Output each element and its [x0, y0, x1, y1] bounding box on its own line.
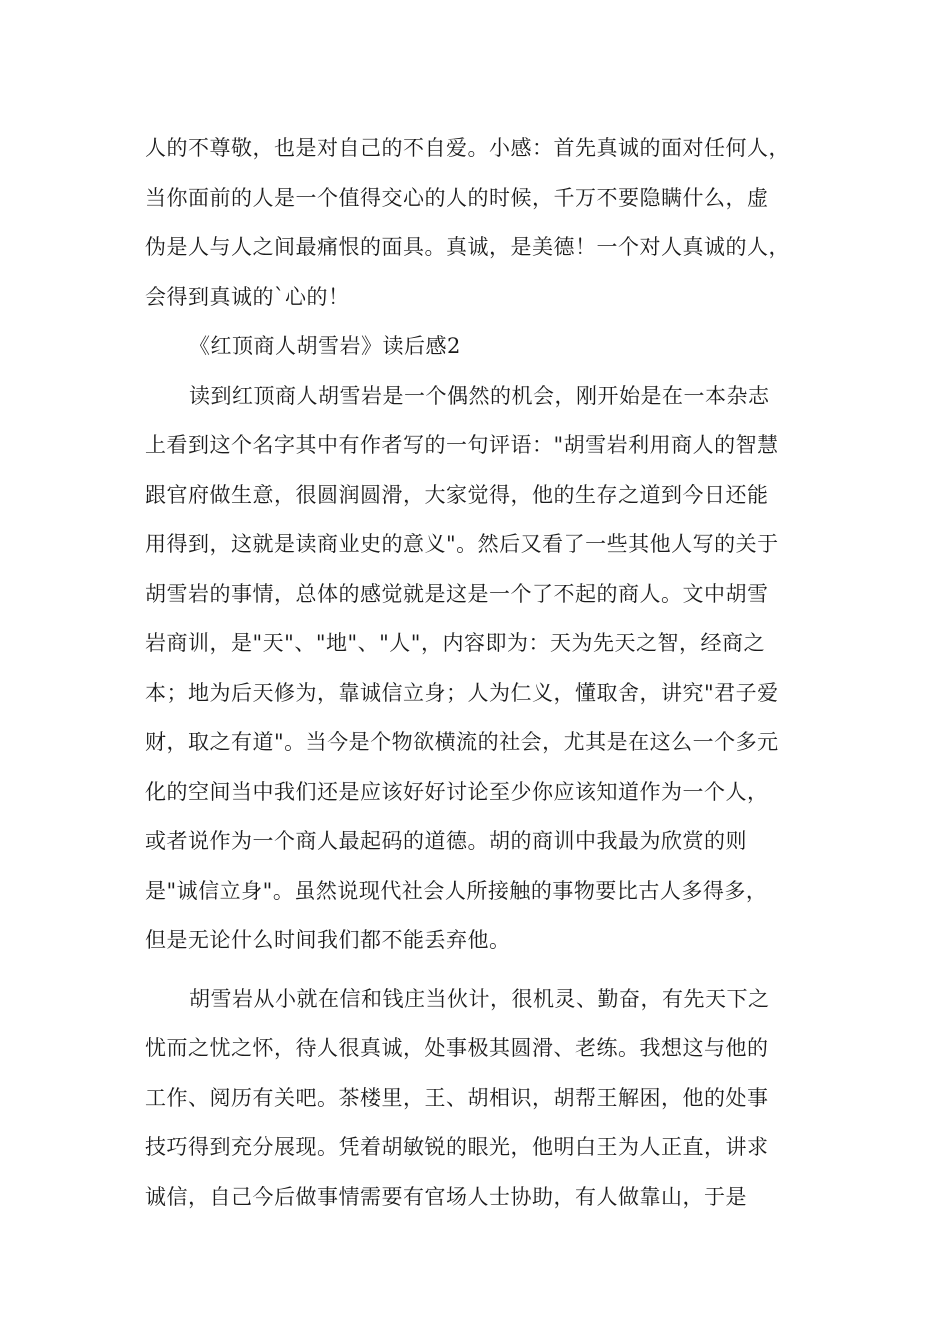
text-line: 人的不尊敬，也是对自己的不自爱。小感：首先真诚的面对任何人，: [145, 136, 790, 160]
text-line: 跟官府做生意，很圆润圆滑，大家觉得，他的生存之道到今日还能: [145, 482, 769, 507]
text-line: 用得到，这就是读商业史的意义"。然后又看了一些其他人写的关于: [145, 532, 779, 556]
text-line: 财，取之有道"。当今是个物欲横流的社会，尤其是在这么一个多元: [145, 730, 779, 754]
paragraph-1: [145, 372, 820, 966]
text-line: 诚信，自己今后做事情需要有官场人士协助，有人做靠山，于是: [145, 1184, 747, 1209]
text-line: 化的空间当中我们还是应该好好讨论至少你应该知道作为一个人，: [145, 779, 769, 804]
text-line: 读到红顶商人胡雪岩是一个偶然的机会，刚开始是在一本杂志: [189, 383, 770, 408]
text-line: 胡雪岩从小就在信和钱庄当伙计，很机灵、勤奋，有先天下之: [189, 986, 770, 1011]
text-line: 或者说作为一个商人最起码的道德。胡的商训中我最为欣赏的则: [145, 829, 747, 853]
text-line: 伪是人与人之间最痛恨的面具。真诚，是美德！一个对人真诚的人，: [145, 235, 790, 259]
text-line: 会得到真诚的`心的！: [145, 284, 350, 309]
text-line: 忧而之忧之怀，待人很真诚，处事极其圆滑、老练。我想这与他的: [145, 1036, 769, 1060]
paragraph-2: [145, 975, 820, 1223]
text-line: 当你面前的人是一个值得交心的人的时候，千万不要隐瞒什么，虚: [145, 185, 769, 210]
text-line: 但是无论什么时间我们都不能丢弃他。: [145, 928, 511, 952]
text-line: 本；地为后天修为，靠诚信立身；人为仁义，懂取舍，讲究"君子爱: [145, 680, 779, 705]
paragraph-continuation: [145, 124, 820, 322]
text-line: 岩商训，是"天"、"地"、"人"，内容即为：天为先天之智，经商之: [145, 631, 765, 655]
text-line: 上看到这个名字其中有作者写的一句评语："胡雪岩利用商人的智慧: [145, 433, 779, 457]
section-title: 《红顶商人胡雪岩》读后感2: [189, 334, 461, 358]
paragraph-gap: [145, 966, 820, 975]
text-line: 胡雪岩的事情，总体的感觉就是这是一个了不起的商人。文中胡雪: [145, 581, 769, 606]
text-line: 工作、阅历有关吧。茶楼里，王、胡相识，胡帮王解困，他的处事: [145, 1085, 769, 1110]
text-line: 技巧得到充分展现。凭着胡敏锐的眼光，他明白王为人正直，讲求: [145, 1135, 769, 1159]
text-line: 是"诚信立身"。虽然说现代社会人所接触的事物要比古人多得多，: [145, 878, 768, 903]
document-body: [145, 124, 820, 1222]
